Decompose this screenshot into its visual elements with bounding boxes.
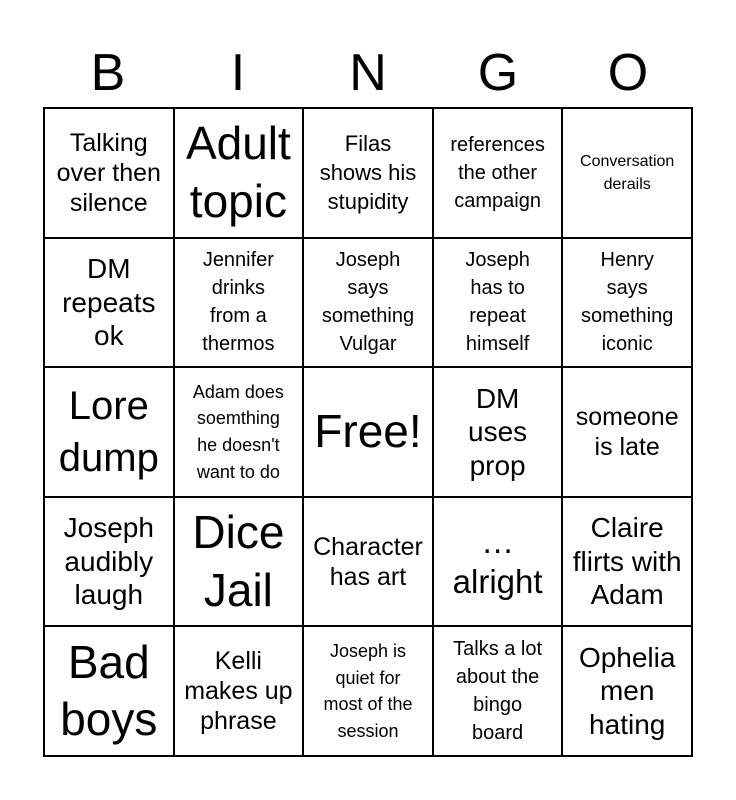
bingo-cell[interactable] bbox=[562, 108, 692, 238]
bingo-cell[interactable] bbox=[303, 238, 433, 368]
bingo-cell[interactable] bbox=[433, 497, 563, 627]
header-letter-i: I bbox=[230, 44, 246, 102]
bingo-cell[interactable] bbox=[174, 238, 304, 368]
cell-text: Joseph has to repeat himself bbox=[465, 249, 530, 356]
cell-text: Character has art bbox=[313, 532, 423, 591]
bingo-cell[interactable] bbox=[174, 108, 304, 238]
bingo-cell[interactable] bbox=[433, 367, 563, 497]
cell-text: Adam does soemthing he doesn't want to do bbox=[192, 381, 284, 482]
bingo-cell[interactable] bbox=[562, 238, 692, 368]
cell-text: Henry says something iconic bbox=[581, 249, 674, 356]
cell-text: Jennifer drinks from a thermos bbox=[202, 249, 275, 356]
cell-text: Lore dump bbox=[58, 383, 159, 480]
bingo-cell[interactable] bbox=[433, 238, 563, 368]
cell-text: Ophelia men hating bbox=[578, 641, 676, 740]
header-letter-b: B bbox=[90, 44, 126, 102]
cell-text: Dice Jail bbox=[192, 506, 285, 616]
bingo-cell[interactable] bbox=[44, 367, 174, 497]
cell-text: references the other campaign bbox=[450, 133, 545, 212]
bingo-cell[interactable] bbox=[562, 497, 692, 627]
header-letter-g: G bbox=[477, 44, 519, 102]
free-space[interactable] bbox=[303, 367, 433, 497]
cell-text: Talking over then silence bbox=[56, 128, 161, 217]
cell-text: Adult topic bbox=[185, 117, 291, 227]
cell-text: Conversation derails bbox=[580, 152, 675, 193]
cell-text: Joseph says something Vulgar bbox=[321, 249, 415, 356]
bingo-cell[interactable] bbox=[303, 626, 433, 756]
bingo-cell[interactable] bbox=[44, 238, 174, 368]
cell-text: Talks a lot about the bingo board bbox=[453, 638, 543, 745]
cell-text: Claire flirts with Adam bbox=[572, 512, 682, 611]
bingo-cell[interactable] bbox=[562, 626, 692, 756]
bingo-cell[interactable] bbox=[303, 497, 433, 627]
cell-text: DM uses prop bbox=[468, 382, 528, 481]
bingo-header bbox=[43, 40, 693, 106]
cell-text: Bad boys bbox=[60, 635, 158, 746]
cell-text: Kelli makes up phrase bbox=[184, 647, 293, 736]
cell-text: Joseph audibly laugh bbox=[63, 512, 154, 611]
header-letter-o: O bbox=[607, 44, 649, 102]
cell-text: Joseph is quiet for most of the session bbox=[323, 640, 413, 741]
cell-text: DM repeats ok bbox=[62, 253, 156, 352]
header-letter-n: N bbox=[349, 44, 387, 102]
bingo-cell[interactable] bbox=[174, 626, 304, 756]
bingo-cell[interactable] bbox=[303, 108, 433, 238]
bingo-cell[interactable] bbox=[44, 497, 174, 627]
bingo-cell[interactable] bbox=[44, 108, 174, 238]
cell-text: someone is late bbox=[575, 402, 679, 461]
bingo-cell[interactable] bbox=[562, 367, 692, 497]
bingo-board bbox=[43, 107, 693, 757]
bingo-cell[interactable] bbox=[44, 626, 174, 756]
free-space-label: Free! bbox=[314, 405, 422, 458]
bingo-cell[interactable] bbox=[174, 497, 304, 627]
cell-text: Filas shows his stupidity bbox=[319, 130, 417, 215]
bingo-cell[interactable] bbox=[433, 626, 563, 756]
bingo-cell[interactable] bbox=[433, 108, 563, 238]
cell-text: … alright bbox=[452, 523, 543, 600]
bingo-cell[interactable] bbox=[174, 367, 304, 497]
